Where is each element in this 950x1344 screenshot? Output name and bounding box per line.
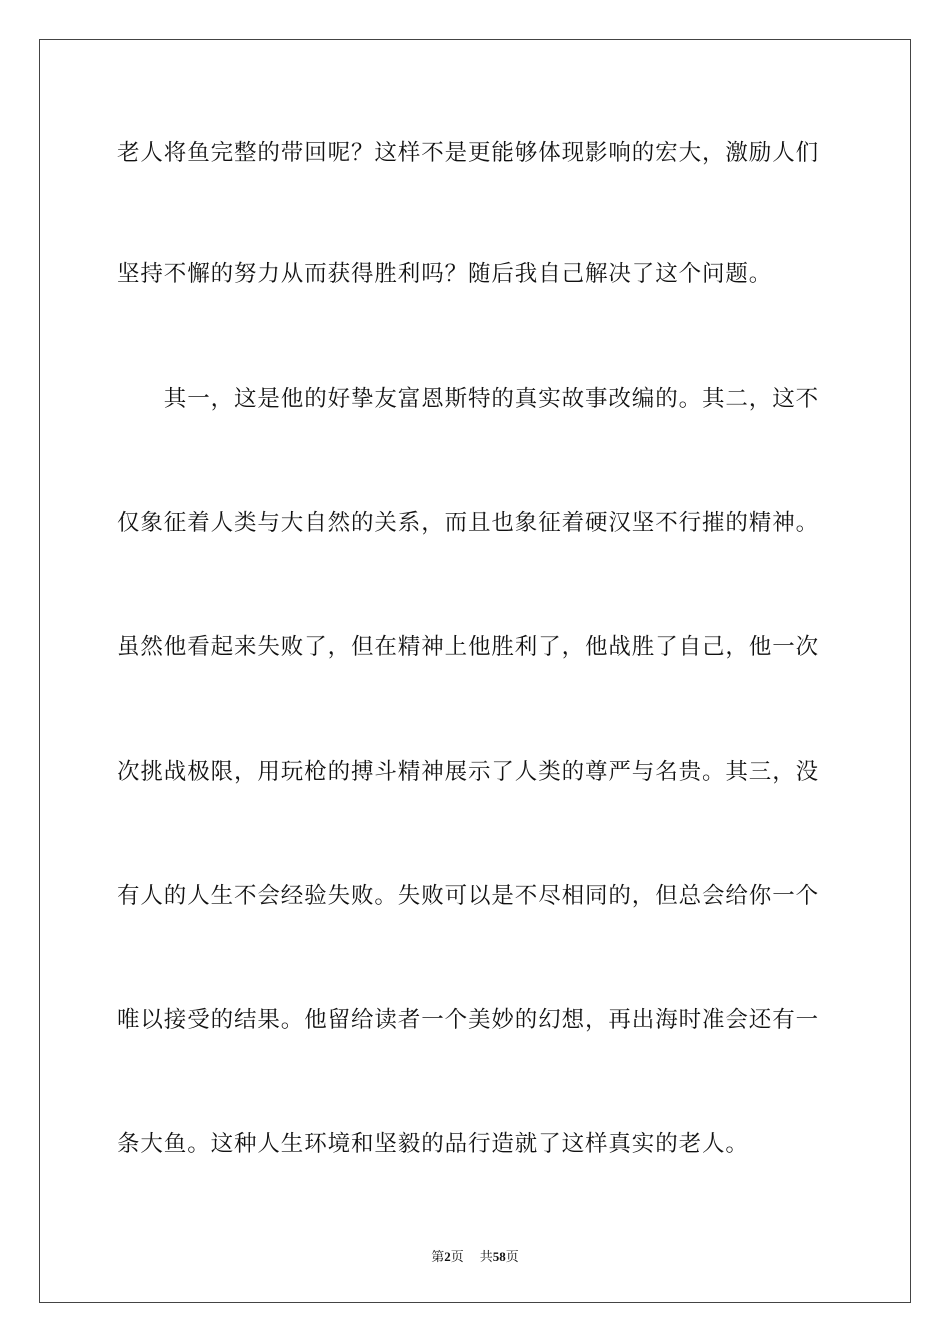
total-pages: 58 — [492, 1249, 506, 1264]
body-line-3: 其一，这是他的好挚友富恩斯特的真实故事改编的。其二，这不 — [117, 386, 820, 412]
total-prefix: 共 — [479, 1250, 493, 1265]
body-line-2: 坚持不懈的努力从而获得胜利吗？随后我自己解决了这个问题。 — [117, 261, 773, 287]
body-line-8: 唯以接受的结果。他留给读者一个美妙的幻想，再出海时准会还有一 — [117, 1007, 820, 1033]
page-prefix: 第 — [431, 1250, 445, 1265]
body-line-4: 仅象征着人类与大自然的关系，而且也象征着硬汉坚不行摧的精神。 — [117, 510, 820, 536]
body-line-9: 条大鱼。这种人生环境和坚毅的品行造就了这样真实的老人。 — [117, 1131, 749, 1157]
body-line-7: 有人的人生不会经验失败。失败可以是不尽相同的，但总会给你一个 — [117, 883, 820, 909]
page-footer — [0, 1248, 950, 1267]
page-border — [39, 39, 911, 1303]
total-suffix: 页 — [505, 1250, 519, 1265]
body-line-6: 次挑战极限，用玩枪的搏斗精神展示了人类的尊严与名贵。其三，没 — [117, 759, 820, 785]
body-line-1: 老人将鱼完整的带回呢？这样不是更能够体现影响的宏大，激励人们 — [117, 140, 820, 166]
page-number: 2 — [444, 1249, 451, 1264]
body-line-5: 虽然他看起来失败了，但在精神上他胜利了，他战胜了自己，他一次 — [117, 634, 820, 660]
page-suffix: 页 — [450, 1250, 464, 1265]
